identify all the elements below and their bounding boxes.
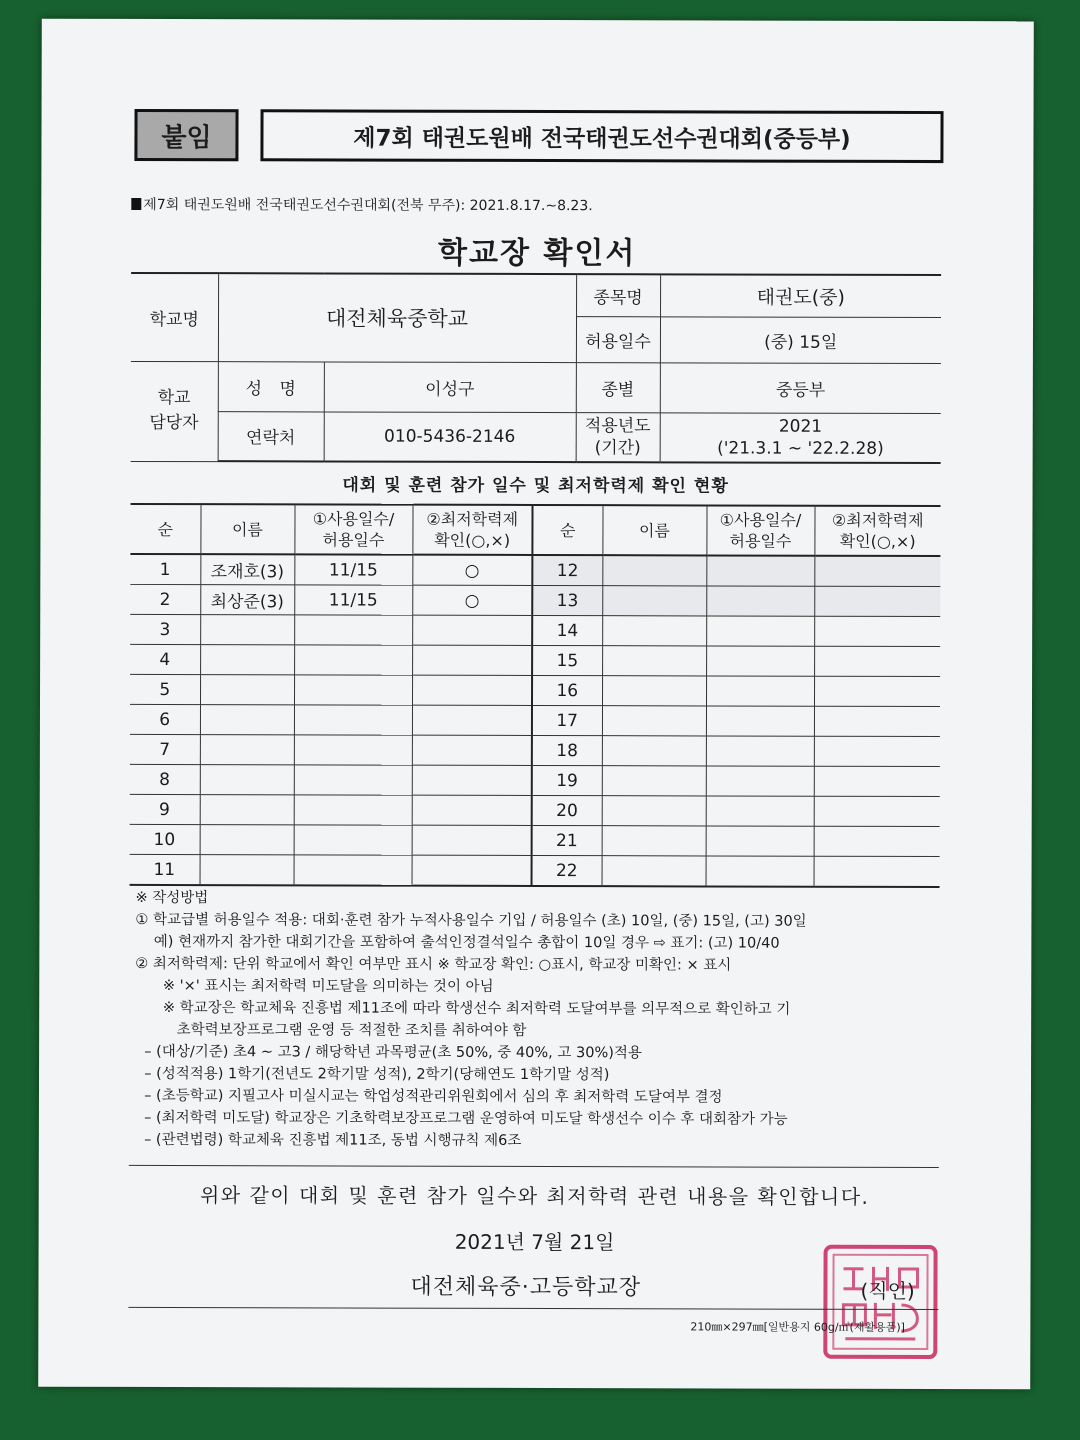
used-days-2: [706, 796, 814, 826]
academic-check-2: [814, 856, 940, 887]
academic-check: ○: [412, 585, 532, 615]
used-days: [294, 765, 412, 795]
athlete-name: [200, 795, 294, 825]
school-label: 학교명: [131, 273, 218, 361]
col-days-header: ①사용일수/ 허용일수: [294, 504, 412, 554]
issue-date: 2021년 7월 21일: [454, 1229, 615, 1255]
page-title: 학교장 확인서: [437, 235, 637, 272]
roster-subheading: 대회 및 훈련 참가 일수 및 최저학력제 확인 현황: [342, 475, 729, 497]
row-number: 11: [130, 854, 200, 885]
used-days: [294, 645, 412, 675]
instruction-line: 예) 현재까지 참가한 대회기간을 포함하여 출석인정결석일수 총합이 10일 경우 ⇨ 표기: (고) 10/40: [135, 933, 780, 952]
name-value: 이성구: [324, 361, 576, 412]
row-number-2: 18: [532, 735, 602, 765]
footer-divider: [128, 1307, 938, 1310]
instruction-line: ※ '×' 표시는 최저학력 미도달을 의미하는 것이 아님: [135, 977, 494, 995]
athlete-name: [200, 705, 294, 735]
year-value: 2021: [778, 416, 823, 437]
days-label: 허용일수: [576, 316, 660, 362]
used-days-2: [706, 706, 814, 736]
table-row: [130, 704, 940, 736]
row-number: 2: [130, 584, 200, 614]
academic-check: [412, 645, 532, 675]
athlete-name: [200, 615, 294, 645]
table-row: [130, 794, 940, 826]
athlete-name: [200, 645, 294, 675]
roster-table: [130, 503, 941, 888]
col-check-header-2: ②최저학력제 확인(○,×): [814, 506, 940, 556]
academic-check: [412, 705, 532, 735]
athlete-name: [200, 825, 294, 855]
table-row: [130, 644, 940, 676]
used-days-2: [706, 676, 814, 706]
event-label: 종목명: [576, 274, 660, 316]
academic-check: [412, 825, 532, 855]
academic-check: [412, 795, 532, 825]
row-number-2: 21: [532, 825, 602, 855]
athlete-name-2: [602, 586, 706, 616]
academic-check: [412, 765, 532, 795]
days-value: (중) 15일: [660, 316, 941, 363]
school-info-table: [131, 272, 941, 464]
used-days-2: [706, 826, 814, 856]
athlete-name-2: [602, 856, 706, 887]
table-row: [130, 584, 940, 616]
used-days: [294, 705, 412, 735]
table-row: [130, 554, 940, 587]
table-row: [130, 824, 940, 856]
athlete-name-2: [602, 676, 706, 706]
paper-size-note: 210㎜×297㎜[일반용지 60g/㎡(재활용품)]: [690, 1320, 905, 1334]
roster-header-row: [130, 504, 940, 556]
row-number-2: 15: [532, 645, 602, 675]
instruction-line: – (대상/기준) 초4 ~ 고3 / 해당학년 과목평균(초 50%, 중 40%, 고 30%)적용: [135, 1043, 642, 1062]
athlete-name: [200, 735, 294, 765]
row-number: 5: [130, 674, 200, 704]
academic-check: [412, 615, 532, 645]
row-number-2: 17: [532, 705, 602, 735]
document-page: [38, 19, 1034, 1390]
academic-check-2: [814, 646, 940, 676]
school-value: 대전체육중학교: [218, 273, 576, 362]
year-cell: [660, 412, 941, 463]
academic-check-2: [814, 736, 940, 766]
academic-check: [412, 735, 532, 765]
instruction-line: ※ 작성방법: [135, 889, 209, 907]
divider: [129, 1165, 939, 1168]
athlete-name: 조재호(3): [200, 554, 294, 585]
category-value: 중등부: [660, 362, 941, 413]
athlete-name: [200, 855, 294, 886]
used-days-2: [706, 586, 814, 616]
athlete-name-2: [602, 826, 706, 856]
table-row: [130, 734, 940, 766]
used-days: 11/15: [294, 554, 412, 585]
table-row: [130, 854, 940, 887]
instruction-line: – (관련법령) 학교체육 진흥법 제11조, 동법 시행규칙 제6조: [134, 1131, 522, 1149]
academic-check-2: [814, 616, 940, 646]
athlete-name-2: [602, 706, 706, 736]
academic-check-2: [814, 766, 940, 796]
attachment-tag: 붙임: [134, 109, 238, 161]
intro-line: [131, 194, 592, 215]
used-days: [294, 675, 412, 705]
row-number: 10: [130, 824, 200, 854]
row-number: 3: [130, 614, 200, 644]
athlete-name-2: [602, 736, 706, 766]
academic-check-2: [814, 556, 940, 587]
row-number: 4: [130, 644, 200, 674]
seal-label: (직인): [860, 1278, 915, 1303]
athlete-name: [200, 765, 294, 795]
document-header-title: 제7회 태권도원배 전국태권도선수권대회(중등부): [260, 109, 943, 163]
used-days: [294, 825, 412, 855]
academic-check-2: [814, 706, 940, 736]
contact-value: 010-5436-2146: [324, 411, 576, 462]
period-value: ('21.3.1 ~ '22.2.28): [717, 438, 884, 459]
row-number: 1: [130, 554, 200, 585]
used-days-2: [706, 646, 814, 676]
academic-check-2: [814, 826, 940, 856]
used-days-2: [706, 766, 814, 796]
intro-text: 제7회 태권도원배 전국태권도선수권대회(전북 무주): 2021.8.17.~8.23.: [143, 196, 593, 215]
used-days-2: [706, 736, 814, 766]
row-number-2: 22: [532, 855, 602, 886]
col-days-header-2: ①사용일수/ 허용일수: [706, 505, 814, 555]
table-row: [130, 614, 940, 646]
used-days: [294, 795, 412, 825]
manager-label: 학교 담당자: [131, 361, 218, 461]
used-days-2: [706, 555, 814, 586]
athlete-name-2: [602, 616, 706, 646]
athlete-name-2: [602, 555, 706, 586]
row-number-2: 16: [532, 675, 602, 705]
square-bullet-icon: [131, 198, 141, 210]
instruction-line: – (최저학력 미도달) 학교장은 기초학력보장프로그램 운영하여 미도달 학생선수 이수 후 대회참가 가능: [134, 1109, 788, 1128]
used-days-2: [706, 616, 814, 646]
table-row: [130, 674, 940, 706]
col-check-header: ②최저학력제 확인(○,×): [412, 505, 532, 555]
used-days: [294, 855, 412, 886]
academic-check-2: [814, 676, 940, 706]
row-number-2: 19: [532, 765, 602, 795]
academic-check-2: [814, 586, 940, 616]
row-number-2: 12: [532, 555, 602, 586]
instruction-line: 초학력보장프로그램 운영 등 적절한 조치를 취하여야 함: [135, 1021, 527, 1039]
instruction-line: ※ 학교장은 학교체육 진흥법 제11조에 따라 학생선수 최저학력 도달여부를 의무적으로 확인하고 기: [135, 999, 791, 1018]
row-number-2: 13: [532, 585, 602, 615]
col-name-header: 이름: [200, 504, 294, 554]
col-no-header-2: 순: [532, 505, 602, 555]
instructions: [135, 887, 946, 1153]
event-value: 태권도(중): [660, 274, 941, 317]
used-days-2: [706, 856, 814, 887]
instruction-line: ① 학교급별 허용일수 적용: 대회·훈련 참가 누적사용일수 기입 / 허용일수 (초) 10일, (중) 15일, (고) 30일: [135, 911, 807, 930]
instruction-line: – (성적적용) 1학기(전년도 2학기말 성적), 2학기(당해연도 1학기말 성적): [135, 1065, 610, 1084]
confirmation-statement: 위와 같이 대회 및 훈련 참가 일수와 최저학력 관련 내용을 확인합니다.: [199, 1183, 870, 1209]
academic-check: [412, 675, 532, 705]
row-number: 8: [130, 764, 200, 794]
row-number: 9: [130, 794, 200, 824]
used-days: [294, 735, 412, 765]
year-label: 적용년도 (기간): [576, 412, 660, 462]
table-row: [130, 764, 940, 796]
category-label: 종별: [576, 362, 660, 412]
academic-check-2: [814, 796, 940, 826]
athlete-name: [200, 675, 294, 705]
name-label: 성 명: [218, 361, 324, 411]
contact-label: 연락처: [218, 411, 324, 461]
academic-check: [412, 855, 532, 886]
row-number: 7: [130, 734, 200, 764]
row-number: 6: [130, 704, 200, 734]
used-days: 11/15: [294, 585, 412, 615]
instruction-line: – (초등학교) 지필고사 미실시교는 학업성적관리위원회에서 심의 후 최저학력 도달여부 결정: [134, 1087, 723, 1106]
academic-check: ○: [412, 555, 532, 586]
row-number-2: 20: [532, 795, 602, 825]
row-number-2: 14: [532, 615, 602, 645]
signer-title: 대전체육중·고등학교장: [410, 1274, 642, 1301]
col-no-header: 순: [130, 504, 200, 554]
athlete-name-2: [602, 646, 706, 676]
athlete-name-2: [602, 796, 706, 826]
instruction-line: ② 최저학력제: 단위 학교에서 확인 여부만 표시 ※ 학교장 확인: ○표시, 학교장 미확인: × 표시: [135, 955, 732, 974]
col-name-header-2: 이름: [602, 505, 706, 555]
used-days: [294, 615, 412, 645]
athlete-name: 최상준(3): [200, 585, 294, 615]
athlete-name-2: [602, 766, 706, 796]
